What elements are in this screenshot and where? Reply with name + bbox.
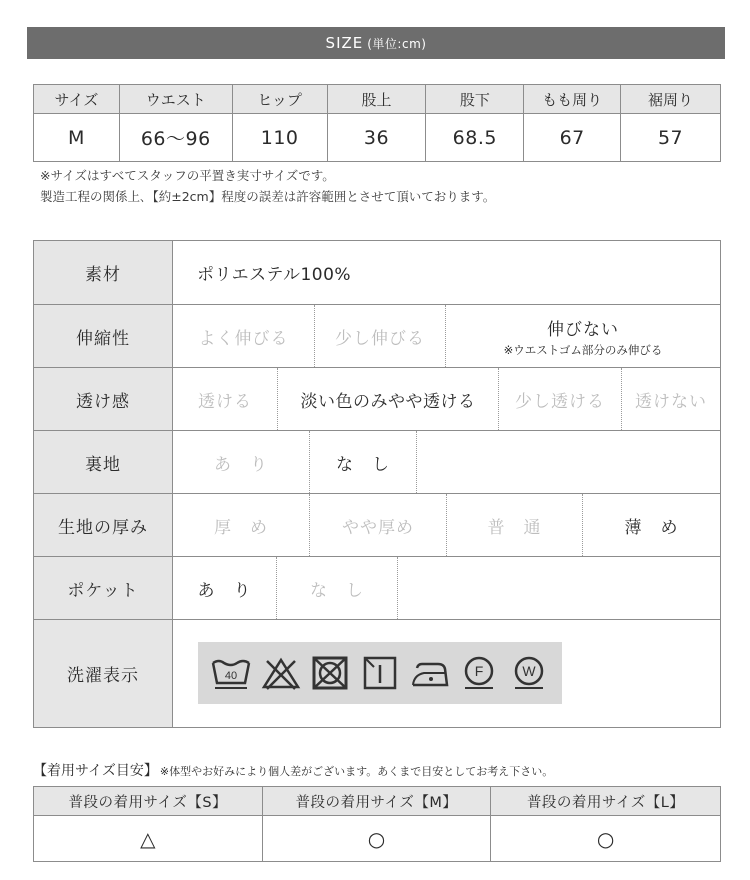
size-cell: 68.5 <box>426 114 524 162</box>
size-cell: 67 <box>524 114 621 162</box>
pocket-option: な し <box>277 557 398 619</box>
care-label-strip <box>198 642 562 704</box>
size-guide-col-header: 普段の着用サイズ【L】 <box>491 787 721 816</box>
sheer-option: 透ける <box>173 368 278 430</box>
size-table <box>33 84 721 162</box>
stretch-note: ※ウエストゴム部分のみ伸びる <box>503 342 663 357</box>
sheer-option: 少し透ける <box>499 368 622 430</box>
iron-low-icon <box>410 653 450 693</box>
size-guide-note: ※体型やお好みにより個人差がございます。あくまで目安としてお考え下さい。 <box>159 765 554 778</box>
size-table-row <box>34 114 721 162</box>
lining-empty <box>417 431 720 493</box>
spec-label: 裏地 <box>34 431 173 493</box>
size-cell: 57 <box>621 114 721 162</box>
size-col-header: ヒップ <box>232 85 327 114</box>
size-title: SIZE <box>325 34 364 52</box>
size-table-header-row <box>34 85 721 114</box>
pocket-option-selected: あ り <box>173 557 277 619</box>
size-cell: 36 <box>327 114 426 162</box>
dry-clean-letter: F <box>475 663 484 679</box>
dry-clean-f-icon <box>459 653 499 693</box>
thickness-option: 普 通 <box>447 494 583 556</box>
size-guide-heading: 【着用サイズ目安】 <box>33 763 158 779</box>
spec-table <box>33 240 721 728</box>
spec-row-pocket <box>34 556 720 619</box>
size-guide-row <box>34 816 721 862</box>
spec-label: 伸縮性 <box>34 305 173 367</box>
stretch-option: 少し伸びる <box>315 305 446 367</box>
size-guide-mark: △ <box>34 816 263 862</box>
spec-row-wash <box>34 619 720 727</box>
size-guide-col-header: 普段の着用サイズ【S】 <box>34 787 263 816</box>
material-value: ポリエステル100% <box>197 265 352 285</box>
size-cell: 110 <box>232 114 327 162</box>
line-dry-shade-icon <box>360 653 400 693</box>
wet-clean-w-icon <box>509 653 549 693</box>
stretch-option: よく伸びる <box>173 305 315 367</box>
spec-row-stretch <box>34 304 720 367</box>
no-bleach-icon <box>261 653 301 693</box>
stretch-selected-label: 伸びない <box>547 319 619 340</box>
size-guide-table <box>33 786 721 862</box>
thickness-option: やや厚め <box>310 494 447 556</box>
size-col-header: 股上 <box>327 85 426 114</box>
stretch-option-selected <box>446 305 720 367</box>
spec-row-lining <box>34 430 720 493</box>
lining-option-selected: な し <box>310 431 417 493</box>
sheer-option-selected: 淡い色のみやや透ける <box>278 368 499 430</box>
size-guide-mark: ○ <box>491 816 721 862</box>
spec-row-sheer <box>34 367 720 430</box>
wash-temp-label: 40 <box>224 670 237 682</box>
spec-label: ポケット <box>34 557 173 619</box>
size-header <box>27 27 725 59</box>
size-unit: (単位:cm) <box>367 37 427 51</box>
spec-label: 生地の厚み <box>34 494 173 556</box>
size-guide-col-header: 普段の着用サイズ【M】 <box>262 787 491 816</box>
size-col-header: もも周り <box>524 85 621 114</box>
size-col-header: 裾周り <box>621 85 721 114</box>
size-guide-header-row <box>34 787 721 816</box>
lining-option: あ り <box>173 431 310 493</box>
size-note: ※サイズはすべてスタッフの平置き実寸サイズです。 <box>40 168 335 183</box>
size-cell: 66〜96 <box>119 114 232 162</box>
spec-label: 洗濯表示 <box>34 620 173 727</box>
size-notes <box>40 165 495 207</box>
size-col-header: ウエスト <box>119 85 232 114</box>
size-cell: M <box>34 114 120 162</box>
thickness-option: 厚 め <box>173 494 310 556</box>
sheer-option: 透けない <box>635 391 707 412</box>
thickness-option-selected: 薄 め <box>624 517 679 538</box>
size-col-header: 股下 <box>426 85 524 114</box>
wet-clean-letter: W <box>522 663 536 679</box>
pocket-empty <box>398 557 720 619</box>
size-col-header: サイズ <box>34 85 120 114</box>
wash-40-icon <box>211 653 251 693</box>
spec-label: 素材 <box>34 241 173 304</box>
spec-row-thickness <box>34 493 720 556</box>
no-tumble-dry-icon <box>310 653 350 693</box>
size-note: 製造工程の関係上､【約±2cm】程度の誤差は許容範囲とさせて頂いております。 <box>40 189 496 204</box>
spec-label: 透け感 <box>34 368 173 430</box>
spec-row-material <box>34 241 720 304</box>
size-guide-title <box>33 760 553 780</box>
size-guide-mark: ○ <box>262 816 491 862</box>
